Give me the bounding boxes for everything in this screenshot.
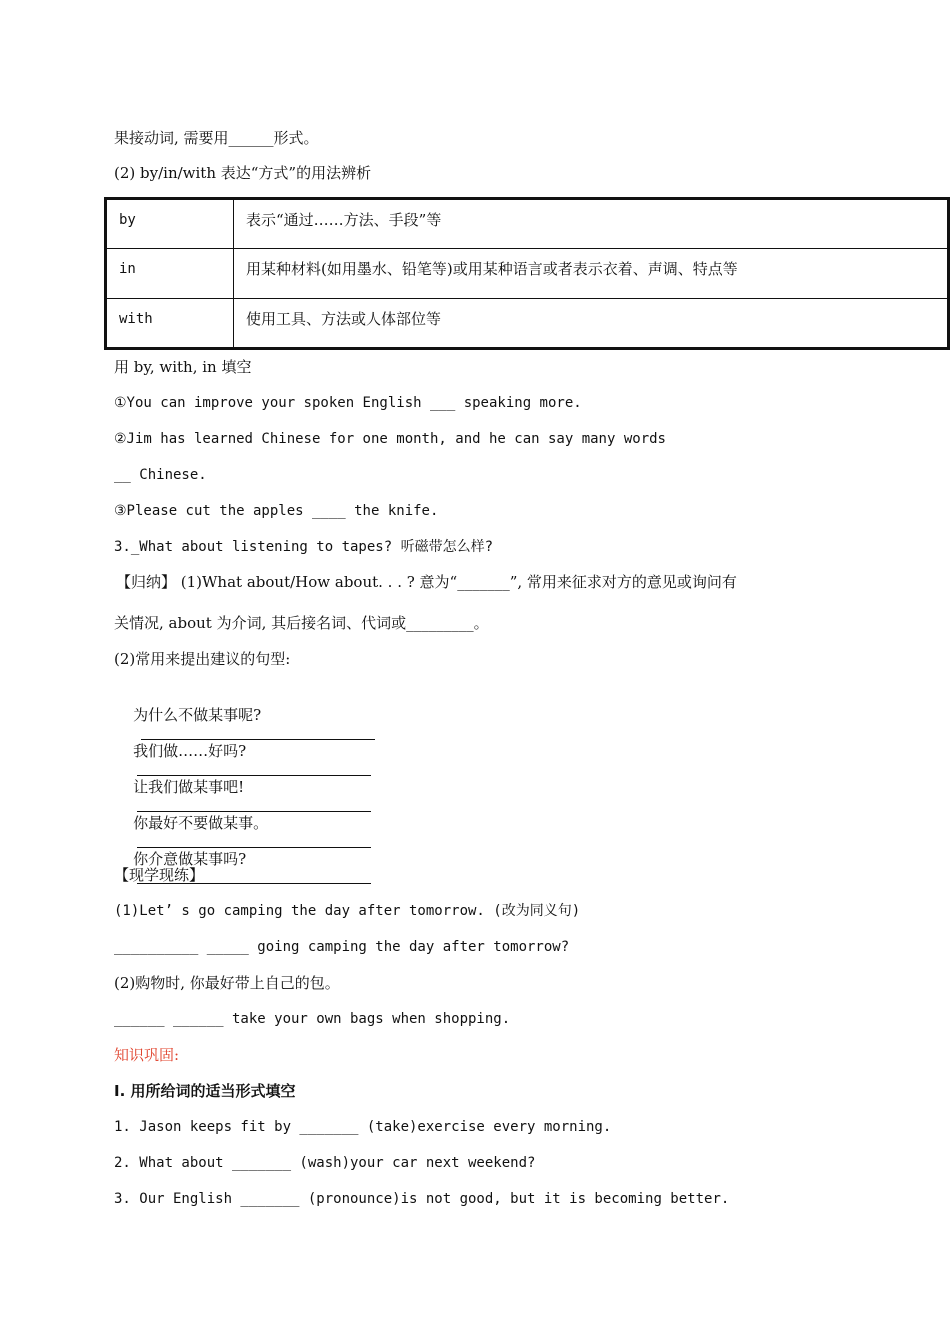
table-row <box>106 199 949 249</box>
table-cell-usage: 用某种材料(如用墨水、铅笔等)或用某种语言或者表示衣着、声调、特点等 <box>234 249 949 299</box>
text-line-8: 3._What about listening to tapes? 听磁带怎么样? <box>114 539 494 555</box>
text-line-5: ②Jim has learned Chinese for one month, and he can say many words <box>114 431 666 447</box>
table-cell-word: in <box>106 249 234 299</box>
text-line-11: (2)常用来提出建议的句型: <box>114 650 291 668</box>
suggestion-text: 我们做……好吗? <box>133 742 247 760</box>
text-line-7: ③Please cut the apples ____ the knife. <box>114 503 439 519</box>
text-line-21: ______ ______ take your own bags when shopping. <box>114 1011 511 1027</box>
usage-table <box>104 197 950 350</box>
table-row <box>106 299 949 349</box>
suggestion-text: 让我们做某事吧! <box>133 778 245 796</box>
text-line-3: 用 by, with, in 填空 <box>114 358 252 376</box>
table-cell-usage: 表示“通过……方法、手段”等 <box>234 199 949 249</box>
table-cell-word: by <box>106 199 234 249</box>
text-line-4: ①You can improve your spoken English ___ speaking more. <box>114 395 582 411</box>
text-line-19: __________ _____ going camping the day after tomorrow? <box>114 939 570 955</box>
exercise-item-2: 2. What about _______ (wash)your car next weekend? <box>114 1155 536 1171</box>
exercise-item-3: 3. Our English _______ (pronounce)is not good, but it is becoming better. <box>114 1191 730 1207</box>
suggestion-text: 你最好不要做某事。 <box>133 814 269 832</box>
exercise-item-1: 1. Jason keeps fit by _______ (take)exercise every morning. <box>114 1119 612 1135</box>
suggestion-text: 为什么不做某事呢? <box>133 706 262 724</box>
text-line-1: 果接动词, 需要用______形式。 <box>114 129 319 147</box>
text-line-6: __ Chinese. <box>114 467 207 483</box>
text-line-2: (2) by/in/with 表达“方式”的用法辨析 <box>114 164 372 182</box>
text-line-9: 【归纳】 (1)What about/How about. . . ? 意为“_______”, 常用来征求对方的意见或询问有 <box>116 573 737 591</box>
table-cell-usage: 使用工具、方法或人体部位等 <box>234 299 949 349</box>
table-row <box>106 249 949 299</box>
text-line-17: 【现学现练】 <box>114 866 205 884</box>
text-line-20: (2)购物时, 你最好带上自己的包。 <box>114 974 340 992</box>
section-heading-consolidation: 知识巩固: <box>114 1046 180 1064</box>
suggestion-text: 你介意做某事吗? <box>133 850 247 868</box>
exercise-heading: Ⅰ. 用所给词的适当形式填空 <box>114 1082 296 1100</box>
text-line-18: (1)Let’ s go camping the day after tomorrow. (改为同义句) <box>114 903 581 919</box>
table-cell-word: with <box>106 299 234 349</box>
text-line-10: 关情况, about 为介词, 其后接名词、代词或_________。 <box>114 614 489 632</box>
